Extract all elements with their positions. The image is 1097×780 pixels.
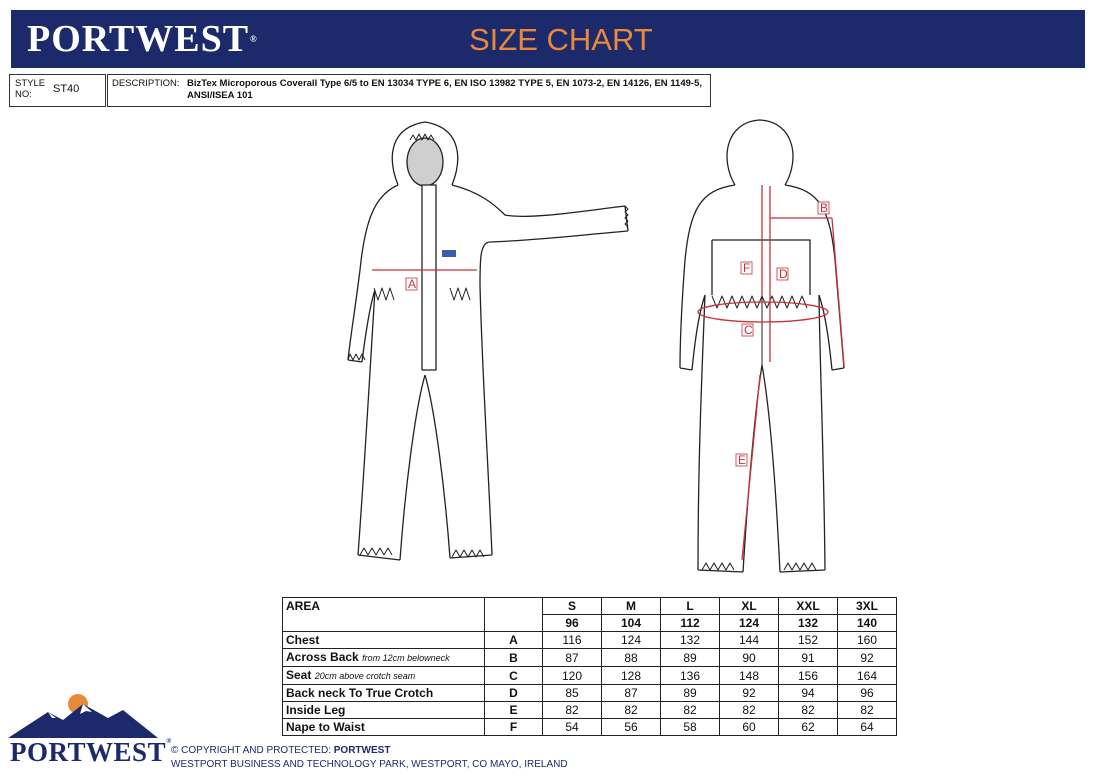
label-a: A [408, 277, 417, 291]
row-note: from 12cm belowneck [362, 653, 450, 663]
table-cell: 82 [779, 702, 838, 719]
measure-line-e [742, 375, 760, 560]
size-number: 96 [543, 615, 602, 632]
table-header-sizes [283, 598, 897, 615]
label-e: E [738, 453, 747, 467]
table-cell: 87 [602, 685, 661, 702]
label-d: D [779, 267, 788, 281]
label-f: F [743, 261, 751, 275]
footer-brand: PORTWEST® [10, 737, 172, 767]
table-cell: 94 [779, 685, 838, 702]
table-cell: 82 [661, 702, 720, 719]
size-xl: XL [720, 598, 779, 615]
table-cell: 88 [602, 649, 661, 667]
table-cell: 82 [543, 702, 602, 719]
style-box [9, 74, 106, 107]
table-cell: 92 [838, 649, 897, 667]
table-cell: 96 [838, 685, 897, 702]
table-cell: 60 [720, 719, 779, 736]
row-code: A [485, 632, 543, 649]
table-cell: 160 [838, 632, 897, 649]
size-m: M [602, 598, 661, 615]
table-row-chest [283, 632, 897, 649]
brand-logo: PORTWEST® [27, 18, 258, 60]
table-cell: 116 [543, 632, 602, 649]
size-number: 112 [661, 615, 720, 632]
table-cell: 136 [661, 667, 720, 685]
table-cell: 82 [602, 702, 661, 719]
coverall-diagram [330, 110, 870, 585]
size-number: 124 [720, 615, 779, 632]
row-label: Chest [283, 632, 485, 649]
address-line: WESTPORT BUSINESS AND TECHNOLOGY PARK, WESTPORT, CO MAYO, IRELAND [171, 759, 568, 770]
label-c: C [744, 323, 753, 337]
table-cell: 120 [543, 667, 602, 685]
table-cell: 90 [720, 649, 779, 667]
table-row-inside-leg [283, 702, 897, 719]
description-value: BizTex Microporous Coverall Type 6/5 to EN 13034 TYPE 6, EN ISO 13982 TYPE 5, EN 1073-2, EN 14126, EN 1149-5, ANSI/ISEA 101 [187, 78, 702, 101]
description-label: DESCRIPTION: [112, 78, 180, 89]
mountain-logo-icon [8, 690, 158, 740]
measure-line-b-side [832, 218, 844, 365]
table-cell: 54 [543, 719, 602, 736]
table-cell: 58 [661, 719, 720, 736]
copyright-line: © COPYRIGHT AND PROTECTED: PORTWEST [171, 745, 391, 756]
table-cell: 164 [838, 667, 897, 685]
row-label: Seat 20cm above crotch seam [283, 667, 485, 685]
table-cell: 82 [720, 702, 779, 719]
description-box [107, 74, 711, 107]
table-cell: 92 [720, 685, 779, 702]
table-cell: 89 [661, 685, 720, 702]
row-code: E [485, 702, 543, 719]
table-cell: 128 [602, 667, 661, 685]
table-cell: 132 [661, 632, 720, 649]
measure-line-c [698, 302, 828, 322]
row-code: F [485, 719, 543, 736]
size-s: S [543, 598, 602, 615]
page-title: SIZE CHART [469, 22, 653, 57]
row-note: 20cm above crotch seam [314, 671, 416, 681]
table-cell: 148 [720, 667, 779, 685]
size-number: 132 [779, 615, 838, 632]
size-3xl: 3XL [838, 598, 897, 615]
table-cell: 89 [661, 649, 720, 667]
table-row-back-neck [283, 685, 897, 702]
row-code: C [485, 667, 543, 685]
size-xxl: XXL [779, 598, 838, 615]
size-table [282, 597, 897, 736]
code-header [485, 598, 543, 632]
size-l: L [661, 598, 720, 615]
label-b: B [820, 201, 829, 215]
table-cell: 62 [779, 719, 838, 736]
style-value: ST40 [53, 83, 80, 95]
area-header: AREA [283, 598, 485, 632]
table-row-across-back [283, 649, 897, 667]
table-cell: 85 [543, 685, 602, 702]
table-cell: 56 [602, 719, 661, 736]
table-cell: 156 [779, 667, 838, 685]
size-number: 140 [838, 615, 897, 632]
coverall-front [348, 122, 628, 560]
row-label: Nape to Waist [283, 719, 485, 736]
table-cell: 152 [779, 632, 838, 649]
row-code: B [485, 649, 543, 667]
table-cell: 124 [602, 632, 661, 649]
size-number: 104 [602, 615, 661, 632]
table-cell: 64 [838, 719, 897, 736]
row-label: Back neck To True Crotch [283, 685, 485, 702]
style-label: STYLE NO: [15, 78, 46, 100]
table-cell: 82 [838, 702, 897, 719]
header-band [11, 10, 1085, 68]
table-row-nape-to-waist [283, 719, 897, 736]
table-cell: 144 [720, 632, 779, 649]
row-code: D [485, 685, 543, 702]
table-row-seat [283, 667, 897, 685]
table-cell: 87 [543, 649, 602, 667]
row-label: Across Back from 12cm belowneck [283, 649, 485, 667]
row-label: Inside Leg [283, 702, 485, 719]
table-cell: 91 [779, 649, 838, 667]
